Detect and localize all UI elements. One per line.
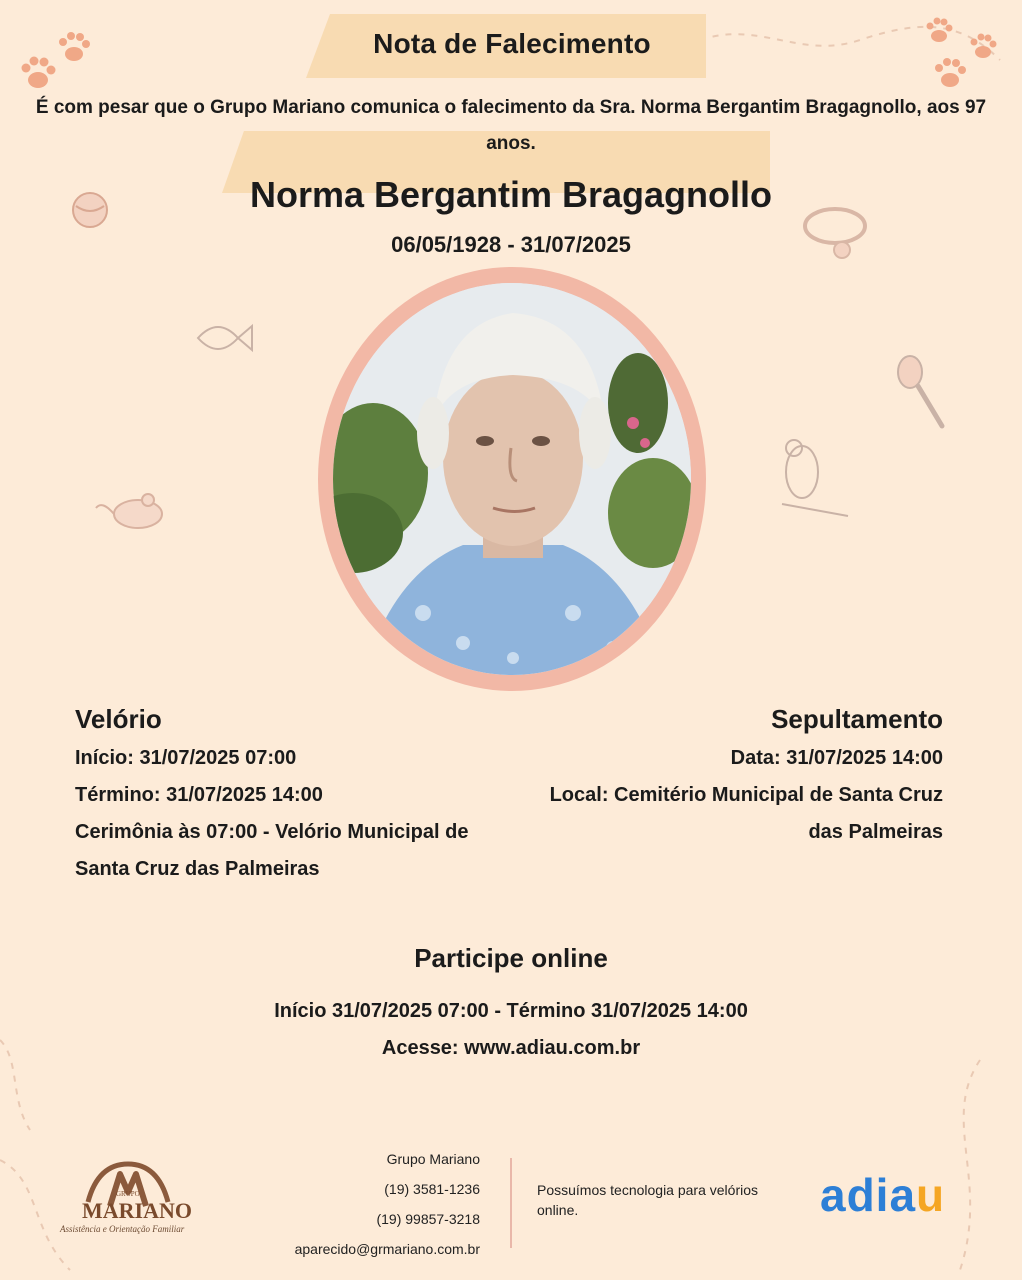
mouse-icon	[94, 486, 174, 536]
velorio-start: Início: 31/07/2025 07:00	[75, 747, 297, 769]
paw-icon	[966, 30, 1000, 64]
deceased-dates: 06/05/1928 - 31/07/2025	[391, 232, 631, 257]
online-access-link[interactable]: Acesse: www.adiau.com.br	[381, 1037, 641, 1059]
velorio-ceremony: Cerimônia às 07:00 - Velório Municipal de Santa Cruz das Palmeiras	[75, 821, 469, 880]
online-schedule: Início 31/07/2025 07:00 - Término 31/07/2025 14:00	[274, 1000, 748, 1022]
deceased-name: Norma Bergantim Bragagnollo	[249, 174, 773, 215]
sepultamento-location: Local: Cemitério Municipal de Santa Cruz das Palmeiras	[549, 784, 943, 843]
ball-icon	[70, 190, 110, 230]
velorio-heading: Velório	[75, 704, 162, 734]
mariano-logo-tagline: Assistência e Orientação Familiar	[60, 1224, 185, 1234]
adiau-logo-text: adia	[820, 1169, 917, 1221]
contact-block	[262, 1144, 480, 1264]
footer-divider	[510, 1158, 512, 1248]
paw-icon	[922, 14, 956, 48]
brush-icon	[892, 352, 952, 432]
mariano-logo-text: MARIANO	[82, 1198, 192, 1223]
portrait-photo	[333, 283, 691, 675]
page-title: Nota de Falecimento	[373, 28, 651, 59]
contact-phone-1[interactable]: (19) 3581-1236	[384, 1181, 480, 1197]
contact-company: Grupo Mariano	[386, 1151, 480, 1167]
contact-email[interactable]: aparecido@grmariano.com.br	[294, 1241, 480, 1257]
adiau-logo-accent: u	[916, 1169, 946, 1221]
tech-note: Possuímos tecnologia para velórios online.	[537, 1182, 759, 1218]
bird-icon	[772, 432, 852, 522]
contact-phone-2[interactable]: (19) 99857-3218	[376, 1211, 480, 1227]
paw-icon	[930, 54, 970, 94]
fish-icon	[188, 308, 258, 368]
velorio-end: Término: 31/07/2025 14:00	[75, 784, 323, 806]
online-heading: Participe online	[414, 943, 608, 973]
adiau-logo	[820, 1168, 945, 1222]
intro-text: É com pesar que o Grupo Mariano comunica o falecimento da Sra. Norma Bergantim Bragagnollo, aos 97 anos.	[35, 97, 987, 154]
sepultamento-heading: Sepultamento	[771, 704, 943, 734]
mariano-logo-small: GRUPO	[116, 1190, 140, 1198]
sepultamento-date: Data: 31/07/2025 14:00	[730, 747, 943, 769]
paw-icon	[54, 28, 94, 68]
